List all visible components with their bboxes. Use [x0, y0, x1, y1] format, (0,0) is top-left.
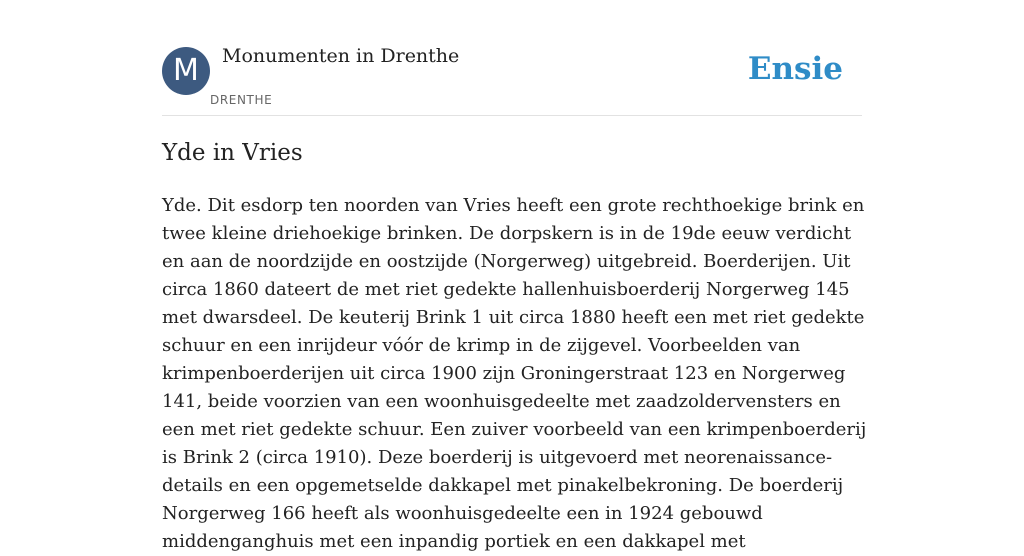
brand-logo[interactable]: Ensie — [747, 51, 843, 87]
source-name[interactable]: Monumenten in Drenthe — [222, 45, 460, 67]
category-label[interactable]: DRENTHE — [210, 93, 273, 107]
article-body: Yde. Dit esdorp ten noorden van Vries heeft een grote rechthoekige brink en twee kleine driehoekige brinken. De dorpskern is in de 19de eeuw verdicht en aan de noordzijde en oostzijde (Norgerweg) uitgebreid. Boerderijen. Uit circa 1860 dateert de met riet gedekte hallenhuisboerderij Norgerweg 145 met dwarsdeel. De keuterij Brink 1 uit circa 1880 heeft een met riet gedekte schuur en een inrijdeur vóór de krimp in de zijgevel. Voorbeelden van krimpenboerderijen uit circa 1900 zijn Groningerstraat 123 en Norgerweg 141, beide voorzien van een woonhuisgedeelte met zaadzoldervensters en een met riet gedekte schuur. Een zuiver voorbeeld van een krimpenboerderij is Brink 2 (circa 1910). Deze boerderij is uitgevoerd met neorenaissance-details en een opgemetselde dakkapel met pinakelbekroning. De boerderij Norgerweg 166 heeft als woonhuisgedeelte een in 1924 gebouwd middenganghuis met een inpandig portiek en een dakkapel met — [162, 195, 867, 552]
page-title: Yde in Vries — [162, 140, 303, 166]
divider — [162, 115, 862, 116]
avatar[interactable]: M — [162, 47, 210, 95]
